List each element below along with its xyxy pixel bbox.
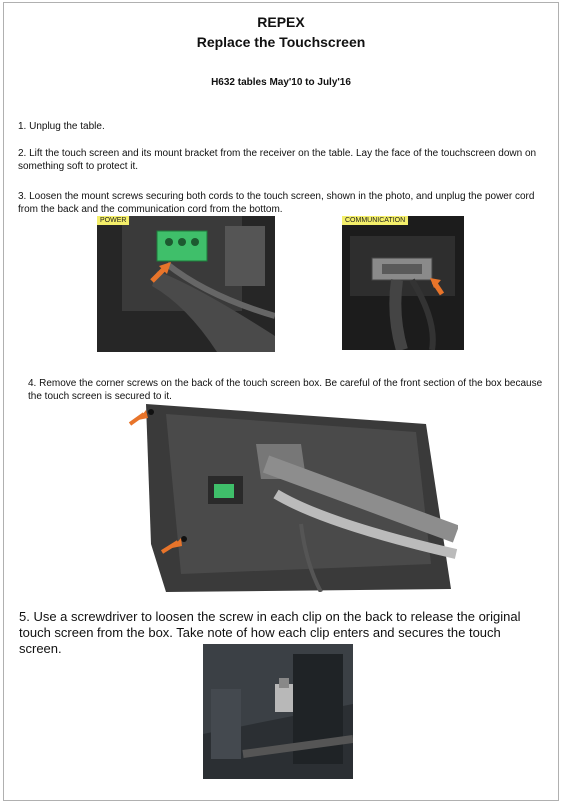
communication-photo-illustration [342,216,464,350]
document-page [3,2,559,801]
power-photo-illustration [97,216,275,352]
box-back-photo-illustration [126,404,458,592]
communication-label: COMMUNICATION [342,216,408,225]
model-line: H632 tables May'10 to July'16 [211,77,351,88]
communication-photo [342,216,464,350]
box-back-photo [126,404,458,592]
step-3-text: 3. Loosen the mount screws securing both cords to the touch screen, shown in the photo, and unplug the power cord from the back and the communication cord from the bottom. [18,191,535,215]
step-2-text: 2. Lift the touch screen and its mount bracket from the receiver on the table. Lay the face of the touchscreen down on something soft to protect it. [18,148,537,172]
power-photo [97,216,275,352]
step-4-text: 4. Remove the corner screws on the back of the touch screen box. Be careful of the front section of the box because the touch screen is secured to it. [28,378,543,402]
power-label: POWER [97,216,129,225]
clip-photo [203,644,353,779]
clip-photo-illustration [203,644,353,779]
step-1-text: 1. Unplug the table. [18,121,105,132]
document-title: REPEX [257,14,305,30]
step-5-text: 5. Use a screwdriver to loosen the screw in each clip on the back to release the original touch screen from the box. Take note of how each clip enters and secures the touch screen. [19,609,521,656]
document-subtitle: Replace the Touchscreen [196,34,366,50]
